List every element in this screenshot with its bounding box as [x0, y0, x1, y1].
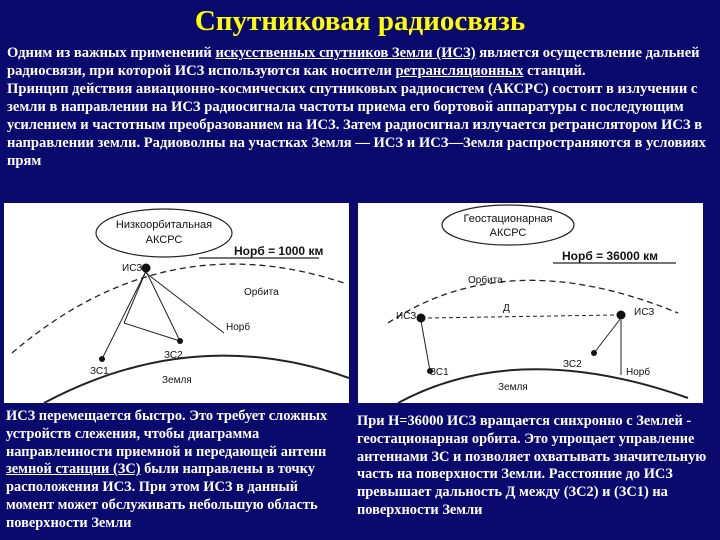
link-left	[421, 321, 430, 371]
link-right	[594, 318, 621, 353]
title-ellipse	[442, 205, 574, 245]
d-label: Д	[503, 303, 510, 314]
orbit-label: Орбита	[468, 275, 503, 286]
station-2-icon	[177, 338, 183, 344]
station-1-icon	[99, 356, 105, 362]
zs2-label: ЗС2	[164, 350, 183, 361]
zs2-label: ЗС2	[563, 359, 582, 370]
horb-line	[146, 273, 224, 333]
signal-line-2	[146, 271, 180, 341]
intro-p2: Принцип действия авиационно-космических спутниковых радиосистем (АКСРС) состоит в излучении с земли в направлении на ИСЗ радиосигнала частоты приема его бортовой аппаратуры с последующим усилением и частотным преобразованием на ИСЗ. Затем радиосигнал излучается ретранслятором ИСЗ в направлении земли. Радиоволны на участках Земля — ИСЗ и ИСЗ—Земля распространяются в условиях прям	[7, 81, 706, 169]
page-title: Спутниковая радиосвязь	[194, 5, 526, 37]
sat-left-label: ИСЗ	[396, 311, 417, 322]
intro-p1-c: станций.	[523, 63, 586, 79]
ellipse-line2: АКСРС	[489, 227, 527, 239]
relay-link[interactable]: ретрансляционных	[395, 63, 524, 79]
signal-line-3	[124, 271, 146, 323]
zs1-label: ЗС1	[430, 367, 449, 378]
h-label: Hорб = 36000 км	[562, 249, 658, 263]
earth-arc	[44, 356, 349, 403]
orbit-label: Орбита	[244, 287, 279, 298]
title-ellipse	[96, 209, 232, 257]
sat-right-label: ИСЗ	[634, 307, 655, 318]
caption-left-a: ИСЗ перемещается быстро. Это требует сложных устройств слежения, чтобы диаграмма направленности приемной и передающей антенн	[6, 408, 328, 460]
earth-station-link[interactable]: земной станции (ЗС)	[6, 461, 141, 478]
zs1-label: ЗС1	[90, 366, 109, 377]
intro-p1-b: является осуществление дальней радиосвязи, при которой ИСЗ используются как носители	[7, 45, 700, 79]
earth-label: Земля	[498, 382, 528, 393]
h-label: Hорб = 1000 км	[234, 244, 324, 258]
caption-right: При H=36000 ИСЗ вращается синхронно с Землей - геостационарная орбита. Это упрощает управление антеннами ЗС и позволяет охватывать значительную часть на поверхности Земли. Расстояние до ИСЗ превышает дальность Д между (ЗС2) и (ЗС1) на поверхности Земли	[357, 413, 707, 518]
earth-label: Земля	[162, 375, 192, 386]
ellipse-line1: Геостационарная	[463, 213, 553, 225]
ellipse-line2: АКСРС	[145, 234, 183, 246]
sat-label: ИСЗ	[122, 263, 143, 274]
caption-left	[6, 408, 348, 533]
signal-line-4	[124, 323, 180, 341]
ellipse-line1: Низкоорбитальная	[115, 219, 213, 231]
station-2-icon	[591, 350, 597, 356]
horb-label: Hорб	[626, 367, 651, 378]
horb-label: Hорб	[226, 322, 251, 333]
geostationary-diagram	[358, 203, 703, 403]
caption-left-b: были направлены в точку расположения ИСЗ. При этом ИСЗ в данный момент может обслуживать небольшую область поверхности Земли	[6, 461, 318, 531]
intro-p1-a: Одним из важных применений	[7, 45, 216, 61]
intro-text	[7, 44, 715, 170]
low-orbit-diagram	[4, 203, 349, 403]
d-line	[428, 315, 614, 318]
satellites-link[interactable]: искусственных спутников Земли (ИСЗ)	[215, 45, 476, 61]
